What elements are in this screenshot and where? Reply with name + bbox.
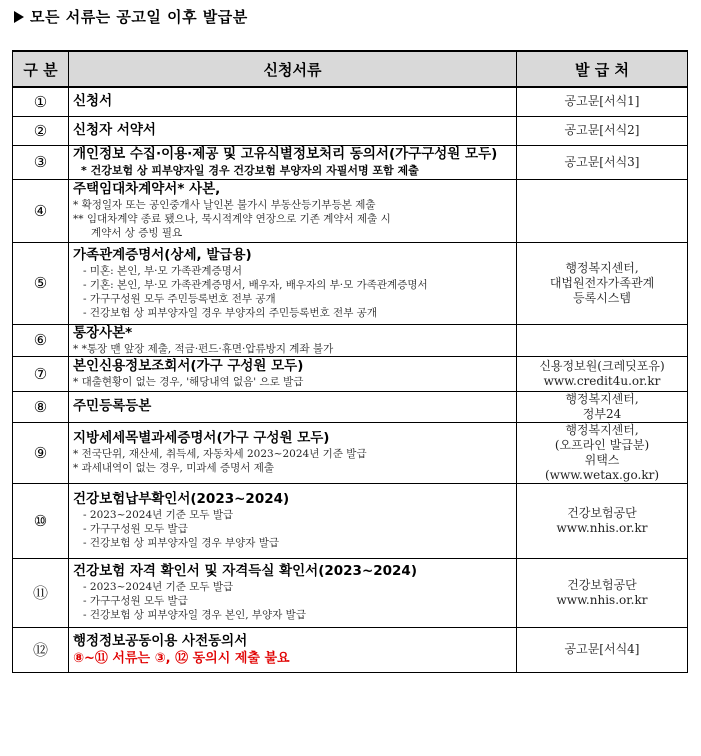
table-row [13,179,688,242]
issuer-line: 건강보험공단 [567,505,637,520]
issuer-cell [517,116,688,145]
issuer-line: 건강보험공단 [567,577,637,592]
document-note: - 건강보험 상 피부양자일 경우 본인, 부양자 발급 [83,609,306,621]
issuer-cell [517,483,688,558]
issuer-line: (www.wetax.go.kr) [544,467,660,482]
issuer-line: www.nhis.or.kr [556,592,648,607]
document-title: 신청서 [73,93,113,110]
row-number: ⑥ [13,324,69,356]
document-note: - 미혼: 본인, 부·모 가족관계증명서 [83,264,242,277]
issuer-cell [517,391,688,422]
document-title: 행정정보공동이용 사전동의서 [73,632,248,649]
table-row [13,558,688,627]
issuer-line: www.nhis.or.kr [556,520,648,535]
row-number: ⑦ [13,356,69,391]
issuer-line: 공고문[서식3] [564,154,640,169]
document-title: 본인신용정보조회서(가구 구성원 모두) [73,358,304,374]
issuer-line: 행정복지센터, [565,391,639,406]
document-title: 통장사본* [73,324,133,341]
table-row [13,483,688,558]
document-note: - 건강보험 상 피부양자일 경우 부양자 발급 [83,537,280,549]
issuer-line: 신용정보원(크레딧포유) [539,358,665,373]
document-cell [69,483,517,558]
documents-table [12,50,688,673]
document-title: 가족관계증명서(상세, 발급용) [73,246,252,263]
document-cell [69,627,517,672]
document-title: 개인정보 수집·이용·제공 및 고유식별정보처리 동의서(가구구성원 모두) [73,146,498,162]
issuer-line: 공고문[서식2] [564,123,640,137]
row-number: ⑫ [13,627,69,672]
table-header-row [13,51,688,87]
document-note: - 2023~2024년 기준 모두 발급 [83,581,234,593]
document-title: 지방세세목별과세증명서(가구 구성원 모두) [73,430,330,446]
document-note: - 가구구성원 모두 발급 [83,523,188,535]
document-note: ** 임대차계약 종료 됐으나, 묵시적계약 연장으로 기존 계약서 제출 시 [73,213,391,225]
document-cell [69,391,517,422]
document-subnote: * 건강보험 상 피부양자일 경우 건강보험 부양자의 자필서명 포함 제출 [81,164,419,177]
row-number: ⑨ [13,422,69,483]
triangle-bullet-icon [14,11,24,23]
table-row [13,87,688,116]
table-row [13,627,688,672]
document-note: 계약서 상 증빙 필요 [91,227,183,239]
header-category: 구 분 [13,51,69,87]
document-cell [69,116,517,145]
issuer-line: 위택스 [584,452,620,467]
table-row [13,391,688,422]
document-cell [69,422,517,483]
document-title: 주민등록등본 [73,398,152,414]
document-note: - 가구구성원 모두 발급 [83,595,188,607]
table-row [13,145,688,179]
header-documents: 신청서류 [69,51,517,87]
table-row [13,116,688,145]
document-note: * 확정일자 또는 공인중개사 날인본 불가시 부동산등기부등본 제출 [73,199,376,211]
document-cell [69,87,517,116]
issuer-line: 공고문[서식1] [564,94,640,109]
document-title: 주택임대차계약서* 사본, [73,181,221,197]
table-row [13,324,688,356]
document-note: - 2023~2024년 기준 모두 발급 [83,509,234,521]
document-cell [69,324,517,356]
issuer-cell [517,242,688,324]
row-number: ② [13,116,69,145]
issuer-cell [517,324,688,356]
table-row [13,422,688,483]
red-notice: ⑧~⑪ 서류는 ③, ⑫ 동의시 제출 불요 [73,650,290,666]
issuer-line: 행정복지센터, [565,260,639,275]
document-note: - 기혼: 본인, 부·모 가족관계증명서, 배우자, 배우자의 부·모 가족관계증명서 [83,278,428,291]
issuer-line: 공고문[서식4] [564,642,640,656]
section-heading-text: 모든 서류는 공고일 이후 발급분 [30,8,248,26]
row-number: ⑧ [13,391,69,422]
issuer-cell [517,422,688,483]
issuer-line: www.credit4u.or.kr [543,373,661,388]
row-number: ④ [13,179,69,242]
document-cell [69,242,517,324]
issuer-cell [517,87,688,116]
row-number: ⑩ [13,483,69,558]
issuer-cell [517,558,688,627]
row-number: ③ [13,145,69,179]
issuer-cell [517,145,688,179]
row-number: ⑪ [13,558,69,627]
row-number: ① [13,87,69,116]
issuer-cell [517,627,688,672]
document-note: - 건강보험 상 피부양자일 경우 부양자의 주민등록번호 전부 공개 [83,306,377,319]
document-title: 건강보험 자격 확인서 및 자격득실 확인서(2023~2024) [73,563,417,579]
issuer-line: (오프라인 발급분) [554,437,650,452]
issuer-cell [517,179,688,242]
document-cell [69,179,517,242]
document-note: - 가구구성원 모두 주민등록번호 전부 공개 [83,292,276,305]
document-note: * *통장 맨 앞장 제출, 적금·펀드·휴면·압류방지 계좌 불가 [73,342,334,355]
issuer-line: 정부24 [582,406,622,421]
document-cell [69,356,517,391]
header-issuer: 발 급 처 [517,51,688,87]
document-title: 건강보험납부확인서(2023~2024) [73,491,290,507]
section-heading [14,6,248,27]
issuer-cell [517,356,688,391]
issuer-line: 등록시스템 [573,290,631,305]
document-cell [69,558,517,627]
document-cell [69,145,517,179]
issuer-line: 행정복지센터, [565,422,639,437]
table-row [13,356,688,391]
document-title: 신청자 서약서 [73,122,156,138]
issuer-line: 대법원전자가족관계 [549,275,655,290]
table-row [13,242,688,324]
document-note: * 전국단위, 재산세, 취득세, 자동차세 2023~2024년 기준 발급 [73,448,367,460]
document-note: * 대출현황이 없는 경우, '해당내역 없음' 으로 발급 [73,376,304,388]
document-note: * 과세내역이 없는 경우, 미과세 증명서 제출 [73,462,275,474]
row-number: ⑤ [13,242,69,324]
